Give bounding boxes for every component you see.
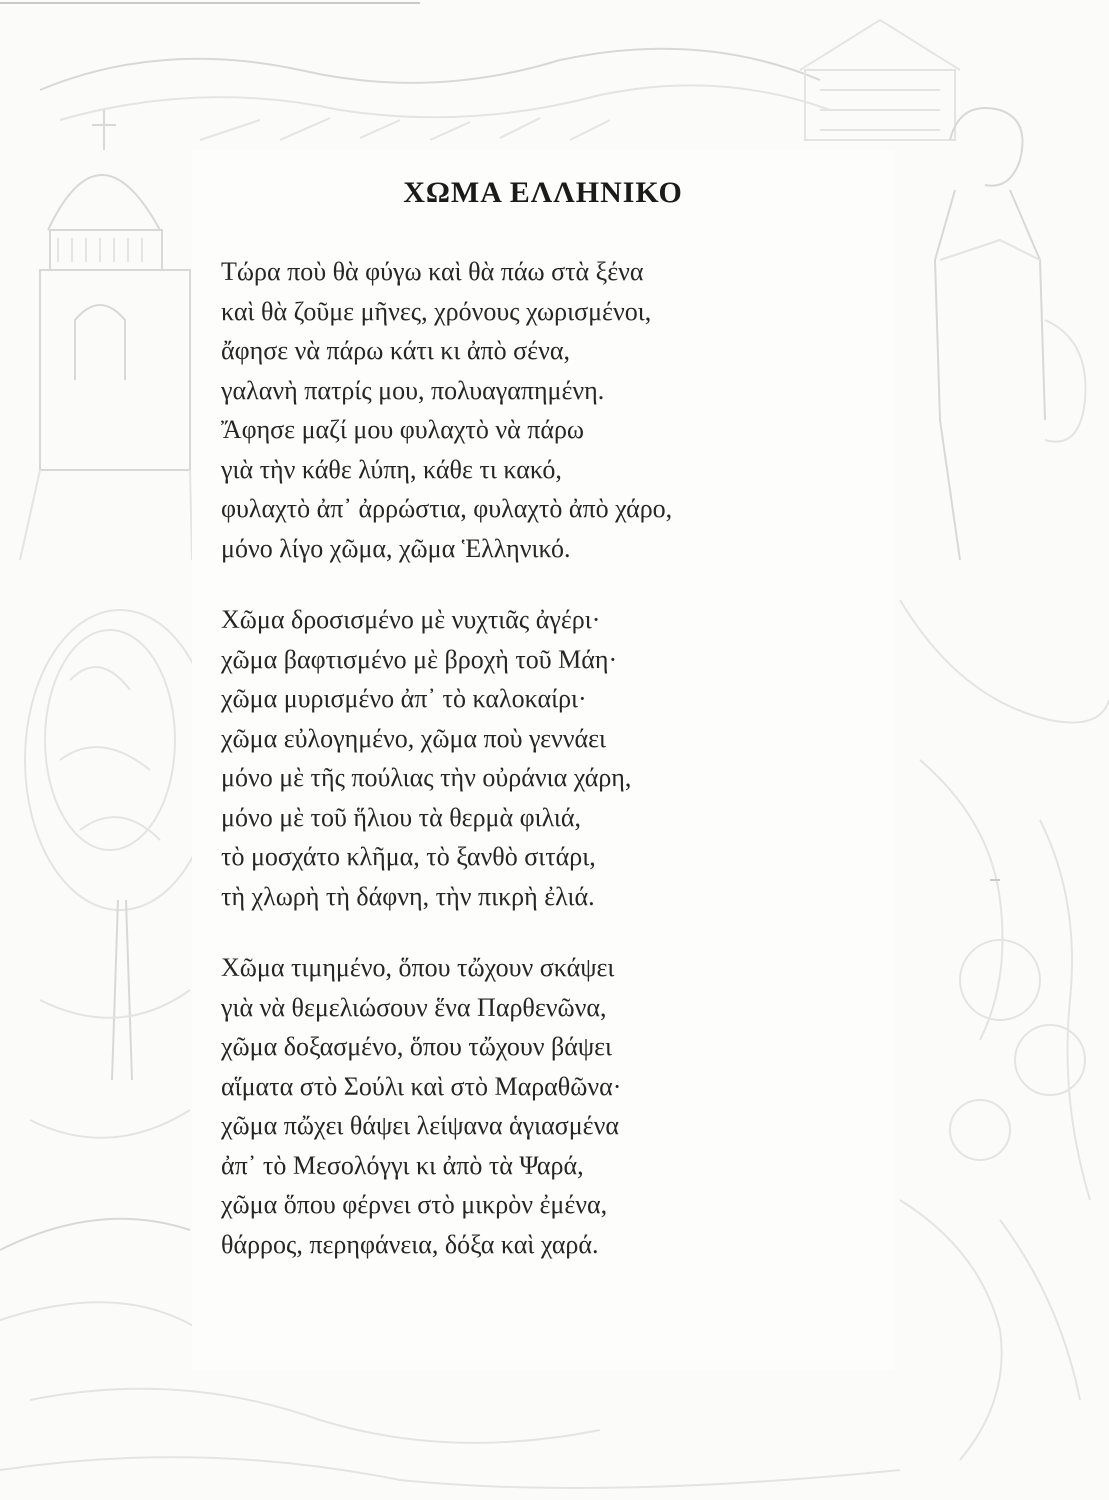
verse-line: καὶ θὰ ζοῦμε μῆνες, χρόνους χωρισμένοι, (221, 296, 652, 326)
poem-title: ΧΩΜΑ ΕΛΛΗΝΙΚΟ (403, 176, 683, 209)
verse-line: αἵματα στὸ Σούλι καὶ στὸ Μαραθῶνα· (221, 1071, 622, 1101)
verse-line: χῶμα μυρισμένο ἀπ᾿ τὸ καλοκαίρι· (221, 684, 587, 713)
stanza-1 (221, 252, 881, 568)
verse-line: φυλαχτὸ ἀπ᾿ ἀρρώστια, φυλαχτὸ ἀπὸ χάρο, (221, 494, 673, 523)
stanza-3 (221, 948, 881, 1264)
verse-line: χῶμα δοξασμένο, ὅπου τὤχουν βάψει (221, 1032, 613, 1061)
verse-line: τὸ μοσχάτο κλῆμα, τὸ ξανθὸ σιτάρι, (221, 842, 596, 871)
verse-line: θάρρος, περηφάνεια, δόξα καὶ χαρά. (221, 1229, 599, 1259)
poem-body (221, 252, 881, 1264)
verse-line: χῶμα ὅπου φέρνει στὸ μικρὸν ἐμένα, (221, 1190, 608, 1219)
verse-line: γιὰ νὰ θεμελιώσουν ἕνα Παρθενῶνα, (221, 992, 607, 1022)
verse-line: γιὰ τὴν κάθε λύπη, κάθε τι κακό, (221, 454, 562, 484)
verse-line: χῶμα βαφτισμένο μὲ βροχὴ τοῦ Μάη· (221, 644, 618, 674)
verse-line: Ἄφησε μαζί μου φυλαχτὸ νὰ πάρω (221, 415, 585, 444)
verse-line: Τώρα ποὺ θὰ φύγω καὶ θὰ πάω στὰ ξένα (221, 257, 644, 286)
verse-line: χῶμα πὤχει θάψει λείψανα ἁγιασμένα (221, 1111, 619, 1140)
verse-line: Χῶμα τιμημένο, ὅπου τὤχουν σκάψει (221, 953, 615, 982)
verse-line: τὴ χλωρὴ τὴ δάφνη, τὴν πικρὴ ἐλιά. (221, 881, 595, 911)
verse-line: μόνο μὲ τῆς πούλιας τὴν οὐράνια χάρη, (221, 763, 632, 792)
verse-line: μόνο λίγο χῶμα, χῶμα Ἑλληνικό. (221, 533, 571, 563)
verse-line: γαλανὴ πατρίς μου, πολυαγαπημένη. (221, 375, 605, 405)
verse-line: ἀπ᾿ τὸ Μεσολόγγι κι ἀπὸ τὰ Ψαρά, (221, 1150, 584, 1180)
verse-line: μόνο μὲ τοῦ ἥλιου τὰ θερμὰ φιλιά, (221, 802, 582, 832)
verse-line: ἄφησε νὰ πάρω κάτι κι ἀπὸ σένα, (221, 336, 570, 365)
verse-line: Χῶμα δροσισμένο μὲ νυχτιᾶς ἀγέρι· (221, 605, 601, 634)
verse-line: χῶμα εὐλογημένο, χῶμα ποὺ γεννάει (221, 723, 607, 753)
stanza-2 (221, 600, 881, 916)
